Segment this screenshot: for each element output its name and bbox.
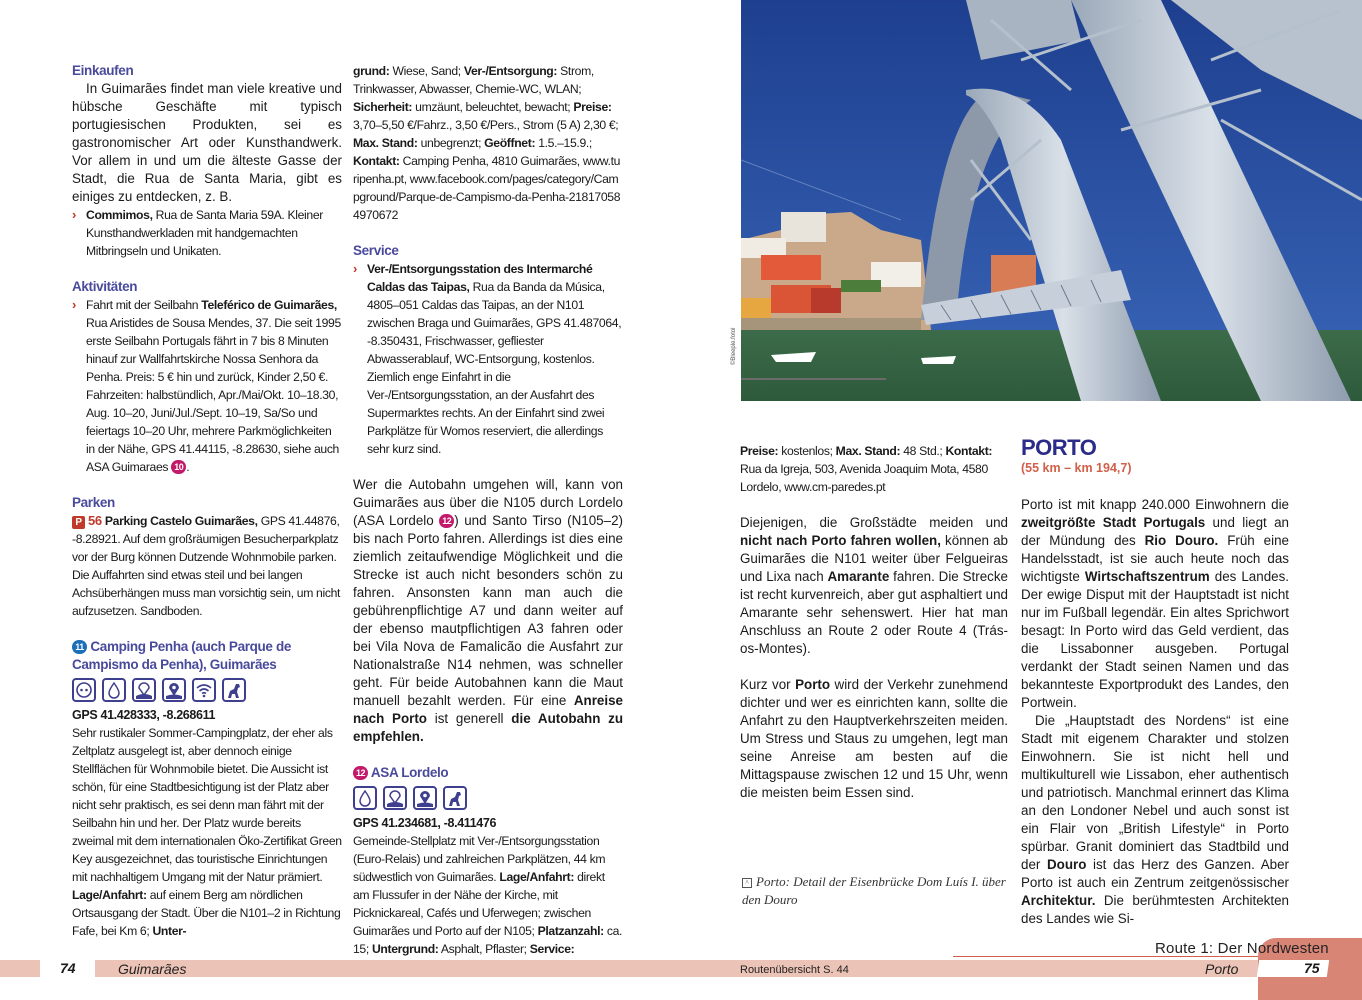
- page-title: PORTO: [1021, 435, 1097, 460]
- page-number-left: 74: [40, 960, 95, 977]
- heading-service: Service: [353, 243, 399, 258]
- amarante-paragraph: Diejenigen, die Großstädte meiden und nicht nach Porto fahren wollen, können ab Guimarães die N101 weiter über Felgueiras und Lixa nach Amarante fahren. Die Strecke ist recht kurvenreich, aber gut asphaltiert und Amarante sehr sehenswert. Hier hat man Anschluss an Route 2 oder Route 4 (Trás-os-Montes).: [740, 515, 1009, 656]
- chevron-right-icon: ›: [72, 297, 76, 312]
- heading-camping-penha: 11 Camping Penha (auch Parque de Campismo da Penha), Guimarães: [72, 639, 292, 672]
- left-column-2: [353, 62, 623, 976]
- dog-icon: [222, 678, 246, 702]
- list-item-commimos: › Commimos, Rua de Santa Maria 59A. Kleiner Kunsthandwerkladen mit handgemachten Mitbringseln und Unikaten.: [72, 207, 323, 258]
- heading-asa-lordelo: 12 ASA Lordelo: [353, 764, 623, 782]
- right-column-4: [1021, 436, 1289, 928]
- location-badge-10: 10: [171, 460, 186, 474]
- einkaufen-intro: In Guimarães findet man viele kreative und hübsche Geschäfte mit typisch portugiesischen Produkten, sei es gastronomischer Art oder Kunsthandwerk. Vor allem in und um die älteste Gasse der Stadt, die Rua de Santa Maria, gibt es einiges zu entdecken, z. B.: [72, 81, 342, 204]
- location-badge-12: 12: [439, 514, 454, 528]
- photo-dom-luis-bridge: [741, 0, 1362, 401]
- amenity-icons: [353, 786, 623, 810]
- heading-parken: Parken: [72, 495, 115, 510]
- chevron-right-icon: ›: [353, 261, 357, 276]
- list-item-teleferico: › Fahrt mit der Seilbahn Teleférico de Guimarães, Rua Aristides de Sousa Mendes, 37. Die seit 1995 erste Seilbahn Portugals fährt in 7 bis 8 Minuten hinauf zur Wallfahrtskirche Nossa Senhora da Penha. Preis: 5 € hin und zurück, Kinder 2,50 €. Fahrzeiten: halbstündlich, Apr./Mai/Okt. 10–18.30, Aug. 10–20, Juni/Jul./Sept. 10–19, Sa/So und feiertags 10–20 Uhr, mehrere Parkmöglichkeiten in der Nähe, GPS 41.44115, -8.28630, siehe auch ASA Guimaraes 10 .: [72, 297, 341, 474]
- location-pin-icon: [413, 786, 437, 810]
- asa-lordelo-contact: Preise: kostenlos; Max. Stand: 48 Std.; Kontakt: Rua da Igreja, 503, Avenida Joaquim Mota, 4580 Lordelo, www.cm-paredes.pt: [740, 444, 993, 494]
- porto-intro-paragraph: Porto ist mit knapp 240.000 Einwohnern die zweitgrößte Stadt Portugals und liegt an der Mündung des Rio Douro. Früh eine Handelsstadt, ist sie auch heute noch das wichtigste Wirtschaftszentrum des Landes. Der ewige Disput mit der Hauptstadt ist nicht nur im Fußball legendär. Ein altes Sprichwort besagt: In Porto wird das Geld verdient, das die Lissabonner ausgeben. Portugal verdankt der Stadt seinen Namen und das bekannteste Exportprodukt des Landes, den Portwein.: [1021, 497, 1290, 710]
- camping-penha-details: grund: Wiese, Sand; Ver-/Entsorgung: Strom, Trinkwasser, Abwasser, Chemie-WC, WLAN; Sicherheit: umzäunt, beleuchtet, bewacht; Preise: 3,70–5,50 €/Fahrz., 3,50 €/Pers., Strom (5 A) 2,30 €; Max. Stand: unbegrenzt; Geöffnet: 1.5.–15.9.; Kontakt: Camping Penha, 4810 Guimarães, www.turipenha.pt, www.facebook.com/pages/category/Campground/Parque-de-Campismo-da-Penha-218170584970672: [353, 64, 621, 222]
- location-badge-11: 11: [72, 640, 87, 654]
- water-drop-icon: [353, 786, 377, 810]
- camping-penha-description: Sehr rustikaler Sommer-Campingplatz, der eher als Zeltplatz ausgelegt ist, aber dennoch einige Stellflächen für Wohnmobile bietet. Die Aussicht ist schön, für eine Stadtbesichtigung ist der Platz aber nicht sehr praktisch, es sei denn man fährt mit der Seilbahn hin und her. Der Platz wurde bereits zweimal mit dem internationalen Öko-Zertifikat Green Key ausgezeichnet, das touristische Einrichtungen mit nachhaltigem Umgang mit der Natur prämiert. Lage/Anfahrt: auf einem Berg am nördlichen Ortsausgang der Stadt. Über die N101–2 in Richtung Fafe, bei Km 6; Unter-: [72, 726, 342, 938]
- running-title-left: Guimarães: [118, 961, 187, 977]
- left-column-1: [72, 62, 342, 940]
- caret-up-icon: ^: [742, 878, 752, 888]
- distance-subtitle: (55 km – km 194,7): [1021, 461, 1132, 475]
- parking-entry: P 56 Parking Castelo Guimarães, GPS 41.44876, -8.28921. Auf dem großräumigen Besucherparkplatz vor der Burg können Dutzende Wohnmobile parken. Die Auffahrten sind etwas steil und bei langen Achsüberhängen muss man vorsichtig sein, um nicht aufzusetzen. Sandboden.: [72, 513, 341, 618]
- photo-credit: ©Bleeple.fotol: [731, 327, 737, 365]
- asa-lordelo-description: Gemeinde-Stellplatz mit Ver-/Entsorgungsstation (Euro-Relais) und zahlreichen Parkplätzen, 44 km südwestlich von Guimarães. Lage/Anfahrt: direkt am Flussufer in der Nähe der Kirche, mit Picknickareal, Cafés und Uferwegen; zwischen Guimarães und Porto auf der N105; Platzanzahl: ca. 15; Untergrund: Asphalt, Pflaster; Service:: [353, 834, 623, 956]
- location-badge-12: 12: [353, 766, 368, 780]
- disposal-icon: [383, 786, 407, 810]
- disposal-icon: [132, 678, 156, 702]
- heading-aktivitaeten: Aktivitäten: [72, 279, 138, 294]
- page-number-right: 75: [1257, 960, 1329, 977]
- parking-icon: P: [72, 516, 85, 529]
- gps-asa-lordelo: GPS 41.234681, -8.411476: [353, 816, 497, 830]
- route-overview-link[interactable]: Routenübersicht S. 44: [740, 964, 849, 976]
- running-title-right: Porto: [1205, 961, 1239, 977]
- porto-character-paragraph: Die „Hauptstadt des Nordens“ ist eine Stadt mit eigenem Charakter und stolzen Einwohnern. Sie ist nicht hell und multikulturell wie Lissabon, eher authentisch und patriotisch. Manchmal erinnert das Klima an den Londoner Nebel und auch sonst ist ein Flair von „British Lifestyle“ in Porto spürbar. Granit dominiert das Stadtbild und der Douro ist das Herz des Ganzen. Aber Porto ist auch ein Zentrum zeitgenössischer Architektur. Die berühmtesten Architekten des Landes wie Si-: [1021, 713, 1289, 926]
- wifi-icon: [192, 678, 216, 702]
- right-column-3: [740, 442, 1008, 802]
- amenity-icons: [72, 678, 342, 702]
- footer-band: [0, 960, 1362, 977]
- heading-einkaufen: Einkaufen: [72, 63, 134, 78]
- chevron-right-icon: ›: [72, 207, 76, 222]
- route-title: Route 1: Der Nordwesten: [1155, 940, 1329, 957]
- porto-traffic-paragraph: Kurz vor Porto wird der Verkehr zunehmend dichter und wer es einrichten kann, sollte die Anfahrt zu den Hauptverkehrszeiten meiden. Um Stress und Staus zu umgehen, legt man seine Anreise am besten auf die Mittagspause zwischen 12 und 15 Uhr, wenn die meisten beim Essen sind.: [740, 677, 1008, 800]
- dog-icon: [443, 786, 467, 810]
- list-item-intermarche: › Ver-/Entsorgungsstation des Intermarché Caldas das Taipas, Rua da Banda da Música, 4805–051 Caldas das Taipas, an der N101 zwischen Braga und Guimarães, GPS 41.487064, -8.350431, Frischwasser, gefliester Abwasserablauf, WC-Entsorgung, kostenlos. Ziemlich enge Einfahrt in die Ver-/Entsorgungsstation, an der Ausfahrt des Supermarktes rechts. An der Einfahrt sind zwei Parkplätze für Womos reserviert, die allerdings sehr kurz sind.: [353, 261, 622, 456]
- photo-caption: ^ Porto: Detail der Eisenbrücke Dom Luís I. über den Douro: [742, 874, 1006, 907]
- autobahn-paragraph: Wer die Autobahn umgehen will, kann von Guimarães aus über die N105 durch Lordelo (ASA Lordelo 12 ) und Santo Tirso (N105–2) bis nach Porto fahren. Allerdings ist dies eine ziemlich zeitaufwendige Möglichkeit und die Strecke ist auch nicht besonders schön zu fahren. Ansonsten kann man auch die gebührenpflichtige A7 und dann weiter auf der ebenso mautpflichtigen A3 fahren oder bei Vila Nova de Famalicão die Ausfahrt zur Nationalstraße N14 nehmen, was schneller geht. Für beide Autobahnen kann die Maut manuell bezahlt werden. Für eine Anreise nach Porto ist generell die Autobahn zu empfehlen.: [353, 477, 624, 744]
- power-socket-icon: [72, 678, 96, 702]
- location-pin-icon: [162, 678, 186, 702]
- gps-camping-penha: GPS 41.428333, -8.268611: [72, 708, 216, 722]
- water-drop-icon: [102, 678, 126, 702]
